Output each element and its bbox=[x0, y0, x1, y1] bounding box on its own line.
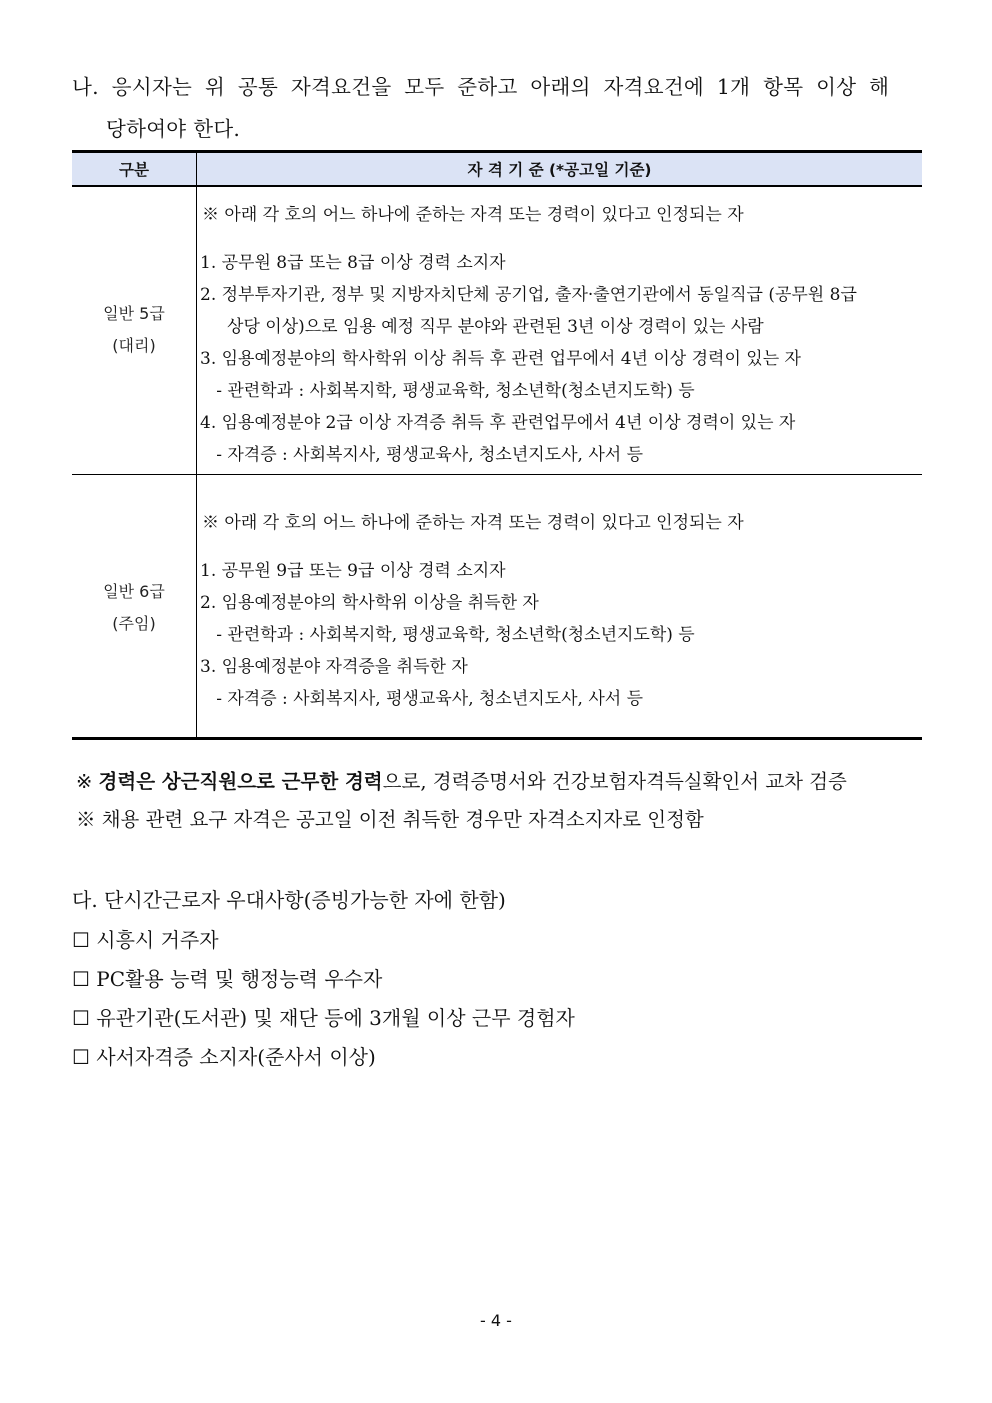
table-row-divider bbox=[72, 474, 922, 475]
row-2-line: 2. 임용예정분야의 학사학위 이상을 취득한 자 bbox=[200, 593, 539, 613]
row-2-note: ※ 아래 각 호의 어느 하나에 준하는 자격 또는 경력이 있다고 인정되는 자 bbox=[202, 513, 744, 533]
row-2-line: 3. 임용예정분야 자격증을 취득한 자 bbox=[200, 657, 468, 677]
footnote-1-rest: 으로, 경력증명서와 건강보험자격득실확인서 교차 검증 bbox=[382, 770, 847, 793]
row-2-line: - 자격증 : 사회복지사, 평생교육사, 청소년지도사, 사서 등 bbox=[200, 689, 644, 709]
row-1-line: - 관련학과 : 사회복지학, 평생교육학, 청소년학(청소년지도학) 등 bbox=[200, 381, 695, 401]
section-da-title: 다. 단시간근로자 우대사항(증빙가능한 자에 한함) bbox=[72, 888, 506, 912]
row-1-category-title: (대리) bbox=[112, 336, 156, 355]
row-1-line: - 자격증 : 사회복지사, 평생교육사, 청소년지도사, 사서 등 bbox=[200, 445, 644, 465]
page-number: - 4 - bbox=[480, 1311, 512, 1330]
row-1-note: ※ 아래 각 호의 어느 하나에 준하는 자격 또는 경력이 있다고 인정되는 자 bbox=[202, 205, 744, 225]
preference-item: ☐ 유관기관(도서관) 및 재단 등에 3개월 이상 근무 경험자 bbox=[72, 1006, 575, 1030]
row-1-line: 3. 임용예정분야의 학사학위 이상 취득 후 관련 업무에서 4년 이상 경력이 있는 자 bbox=[200, 349, 801, 369]
preference-item: ☐ 시흥시 거주자 bbox=[72, 928, 219, 952]
row-2-category bbox=[72, 576, 196, 640]
table-header-row bbox=[72, 153, 922, 185]
row-1-line: 1. 공무원 8급 또는 8급 이상 경력 소지자 bbox=[200, 253, 506, 273]
intro-line-1: 나. 응시자는 위 공통 자격요건을 모두 준하고 아래의 자격요건에 1개 항목 이상 해 bbox=[72, 75, 890, 99]
intro-line-2: 당하여야 한다. bbox=[106, 117, 241, 141]
row-1-line: 2. 정부투자기관, 정부 및 지방자치단체 공기업, 출자·출연기관에서 동일직급 (공무원 8급 bbox=[200, 285, 857, 305]
row-1-category bbox=[72, 298, 196, 362]
table-column-divider bbox=[196, 153, 197, 738]
row-1-category-grade: 일반 5급 bbox=[103, 304, 165, 323]
header-category: 구분 bbox=[119, 161, 149, 179]
footnote-1 bbox=[76, 766, 847, 794]
row-2-line: 1. 공무원 9급 또는 9급 이상 경력 소지자 bbox=[200, 561, 506, 581]
row-1-line: 상당 이상)으로 임용 예정 직무 분야와 관련된 3년 이상 경력이 있는 사람 bbox=[200, 317, 764, 337]
footnote-1-mark: ※ bbox=[76, 770, 99, 793]
preference-item: ☐ 사서자격증 소지자(준사서 이상) bbox=[72, 1045, 376, 1069]
row-2-category-grade: 일반 6급 bbox=[103, 582, 165, 601]
header-criteria: 자 격 기 준 (*공고일 기준) bbox=[467, 161, 652, 179]
row-2-line: - 관련학과 : 사회복지학, 평생교육학, 청소년학(청소년지도학) 등 bbox=[200, 625, 695, 645]
table-header-rule bbox=[72, 185, 922, 187]
footnote-2: ※ 채용 관련 요구 자격은 공고일 이전 취득한 경우만 자격소지자로 인정함 bbox=[76, 808, 704, 831]
table-bottom-rule bbox=[72, 737, 922, 740]
preference-item: ☐ PC활용 능력 및 행정능력 우수자 bbox=[72, 967, 383, 991]
footnote-1-emphasis: 경력은 상근직원으로 근무한 경력 bbox=[98, 770, 383, 793]
row-1-line: 4. 임용예정분야 2급 이상 자격증 취득 후 관련업무에서 4년 이상 경력이 있는 자 bbox=[200, 413, 796, 433]
row-2-category-title: (주임) bbox=[112, 614, 156, 633]
qualification-table bbox=[72, 150, 922, 740]
